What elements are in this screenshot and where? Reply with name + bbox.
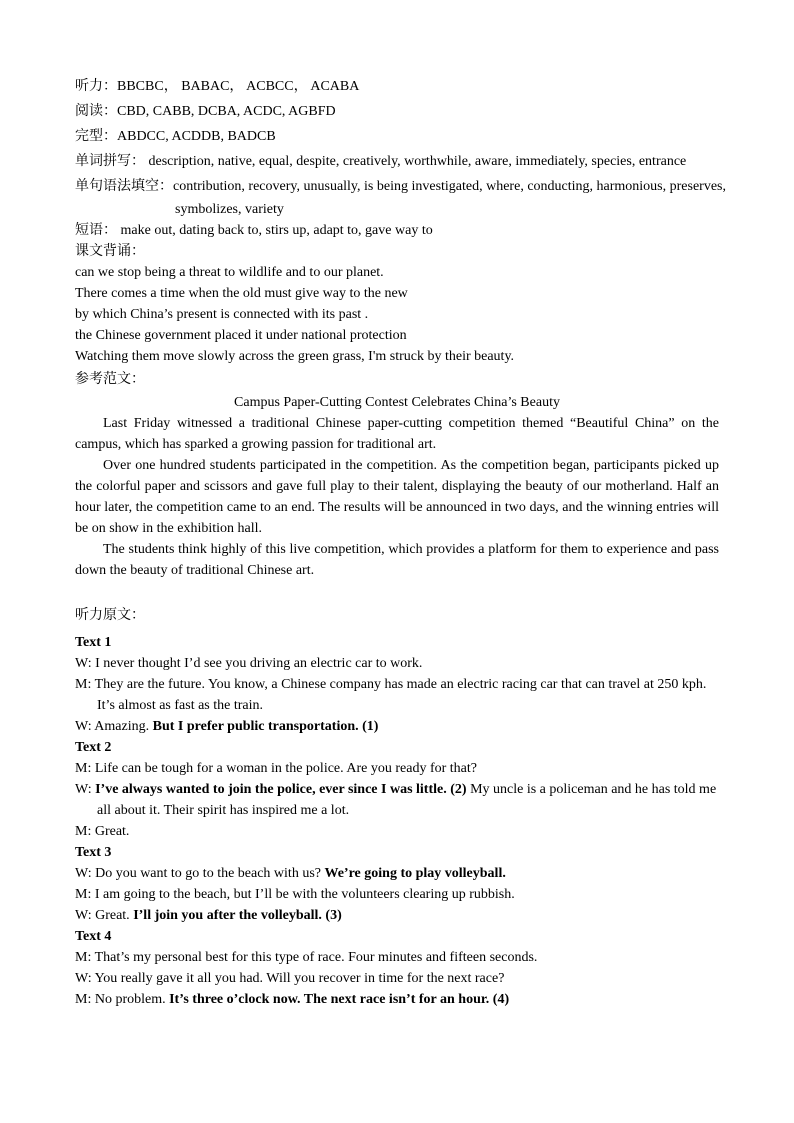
answer-line: symbolizes, variety — [175, 202, 284, 217]
transcript-line — [75, 674, 719, 695]
essay-paragraph: Over one hundred students participated in the competition. As the competition began, participants picked up the colorful paper and scissors and gave full play to their talent, displaying the beauty of our motherland. Half an hour later, the competition came to an end. The results will be announced in two days, and the winning entries will be on show in the exhibition hall. — [75, 458, 719, 536]
answer-line: 单句语法填空：contribution, recovery, unusually, is being investigated, where, conducting, harmonious, preserves, — [75, 179, 726, 194]
recitation-line: There comes a time when the old must give way to the new — [75, 286, 408, 301]
transcript-line — [75, 695, 719, 716]
transcript-text-title: Text 4 — [75, 929, 112, 944]
transcript-line — [75, 821, 719, 842]
recitation-line: the Chinese government placed it under national protection — [75, 328, 407, 343]
transcript-text-title: Text 3 — [75, 845, 112, 860]
transcript-text-group — [75, 737, 719, 842]
transcript-segment: M: Great. — [75, 824, 130, 839]
transcript-bold-segment: But I prefer public transportation. (1) — [152, 719, 379, 734]
transcript-section — [75, 605, 719, 1010]
transcript-segment: W: Amazing. — [75, 719, 153, 734]
essay-paragraph: The students think highly of this live competition, which provides a platform for them to experience and pass down the beauty of traditional Chinese art. — [75, 542, 719, 578]
transcript-segment: M: I am going to the beach, but I’ll be with the volunteers clearing up rubbish. — [75, 887, 515, 902]
transcript-line — [75, 800, 719, 821]
transcript-segment: W: I never thought I’d see you driving an electric car to work. — [75, 656, 423, 671]
essay-paragraph: Last Friday witnessed a traditional Chinese paper-cutting competition themed “Beautiful China” on the campus, which has sparked a growing passion for traditional art. — [75, 416, 719, 452]
transcript-segment: W: You really gave it all you had. Will you recover in time for the next race? — [75, 971, 505, 986]
transcript-bold-segment: I’ll join you after the volleyball. (3) — [133, 908, 342, 923]
recitation-heading: 课文背诵： — [75, 244, 145, 259]
transcript-segment: It’s almost as fast as the train. — [97, 698, 264, 713]
answer-line: 完型：ABDCC, ACDDB, BADCB — [75, 129, 276, 144]
transcript-line — [75, 905, 719, 926]
transcript-line — [75, 758, 719, 779]
transcript-text-group — [75, 842, 719, 926]
essay-section — [75, 367, 719, 581]
transcript-segment: M: Life can be tough for a woman in the police. Are you ready for that? — [75, 761, 477, 776]
transcript-line — [75, 947, 719, 968]
transcript-line — [75, 968, 719, 989]
transcript-line — [75, 989, 719, 1010]
recitation-lines — [75, 262, 719, 367]
answer-line: 单词拼写： description, native, equal, despite, creatively, worthwhile, aware, immediately, species, entrance — [75, 154, 687, 169]
recitation-line: can we stop being a threat to wildlife and to our planet. — [75, 265, 384, 280]
recitation-section — [75, 241, 719, 367]
transcript-line — [75, 653, 719, 674]
transcript-text-title: Text 1 — [75, 635, 112, 650]
answer-line: 阅读：CBD, CABB, DCBA, ACDC, AGBFD — [75, 104, 336, 119]
transcript-segment: W: — [75, 782, 96, 797]
transcript-segment: M: No problem. — [75, 992, 170, 1007]
answer-line: 听力：BBCBC， BABAC， ACBCC， ACABA — [75, 79, 360, 94]
transcript-groups — [75, 632, 719, 1010]
answer-key-section — [75, 74, 726, 241]
transcript-segment: all about it. Their spirit has inspired me a lot. — [97, 803, 350, 818]
transcript-line — [75, 779, 719, 800]
transcript-line — [75, 863, 719, 884]
answer-line: 短语： make out, dating back to, stirs up, adapt to, gave way to — [75, 223, 433, 238]
transcript-heading: 听力原文： — [75, 608, 145, 623]
transcript-line — [75, 884, 719, 905]
transcript-text-group — [75, 632, 719, 737]
recitation-line: by which China’s present is connected with its past . — [75, 307, 369, 322]
transcript-bold-segment: We’re going to play volleyball. — [324, 866, 506, 881]
essay-heading: 参考范文： — [75, 372, 145, 387]
transcript-segment: M: They are the future. You know, a Chinese company has made an electric racing car that can travel at 250 kph. — [75, 677, 707, 692]
transcript-bold-segment: I’ve always wanted to join the police, ever since I was little. (2) — [95, 782, 467, 797]
transcript-line — [75, 716, 719, 737]
recitation-line: Watching them move slowly across the green grass, I'm struck by their beauty. — [75, 349, 515, 364]
transcript-segment: W: Great. — [75, 908, 134, 923]
essay-title: Campus Paper-Cutting Contest Celebrates China’s Beauty — [234, 395, 560, 410]
transcript-segment: W: Do you want to go to the beach with us? — [75, 866, 325, 881]
transcript-text-title: Text 2 — [75, 740, 112, 755]
transcript-segment: M: That’s my personal best for this type of race. Four minutes and fifteen seconds. — [75, 950, 538, 965]
transcript-bold-segment: It’s three o’clock now. The next race isn’t for an hour. (4) — [169, 992, 510, 1007]
transcript-text-group — [75, 926, 719, 1010]
transcript-segment: My uncle is a policeman and he has told me — [466, 782, 717, 797]
essay-paragraphs — [75, 413, 719, 581]
